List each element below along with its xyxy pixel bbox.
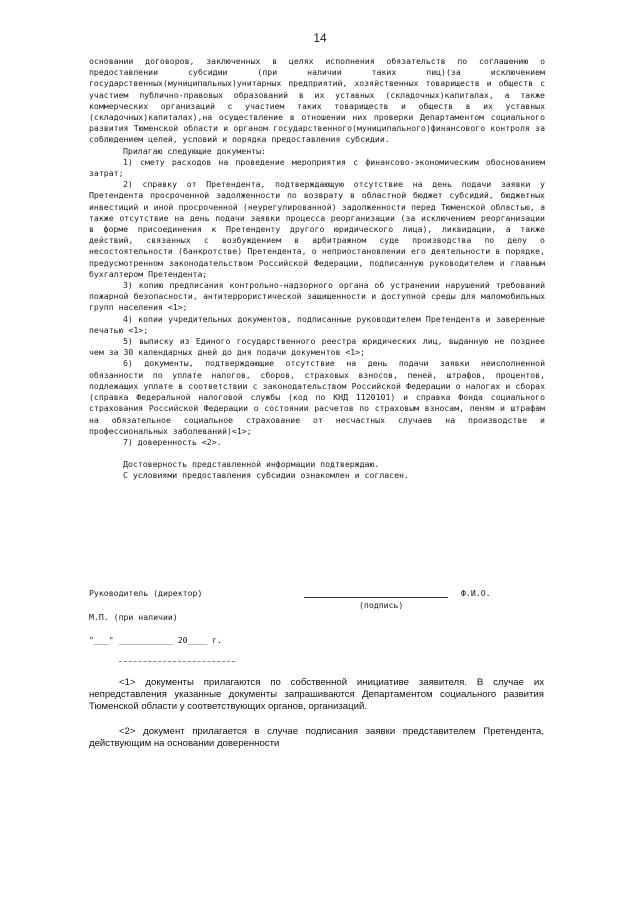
- footnote-2-text: <2> документ прилагается в случае подписания заявки представителем Претендента, действующим на основании доверенности: [89, 726, 544, 749]
- consent-paragraph-continuation: основании договоров, заключенных в целях исполнения обязательств по соглашению о предоставлении субсидии (при наличии таких лиц)(за исключением государственных(муниципальных)унитарных предприятий, хозяйственных товариществ и обществ с участием публично-правовых образований в их уставных (складочных)капиталах, а также коммерческих организаций с участием таких товариществ и обществ в их уставных (складочных)капиталах),на осуществление в отношении них проверки Департаментом социального развития Тюменской области и органом государственного(муниципального)финансового контроля за соблюдением целей, условий и порядка предоставления субсидии.: [89, 56, 545, 145]
- footnote-2: [89, 726, 544, 750]
- fio-label: Ф.И.О.: [461, 588, 491, 598]
- stamp-label: М.П. (при наличии): [89, 612, 178, 622]
- signature-row: [89, 588, 559, 600]
- footnote-1: [89, 677, 544, 713]
- footnote-separator: [119, 661, 235, 662]
- page-number: 14: [313, 31, 327, 45]
- head-label: Руководитель (директор): [89, 588, 203, 598]
- application-body: [89, 56, 545, 482]
- footnote-1-text: <1> документы прилагаются по собственной инициативе заявителя. В случае их непредставления указанные документы запрашиваются Департаментом социального развития Тюменской области у соответствующих органов, организаций.: [89, 677, 544, 712]
- attachment-item-7: 7) доверенность <2>.: [123, 436, 222, 447]
- attachments-heading: Прилагаю следующие документы:: [123, 145, 266, 156]
- signature-line: [304, 597, 448, 598]
- attachment-item-3: 3) копию предписания контрольно-надзорного органа об устранении нарушений требований пожарной безопасности, антитеррористической защищенности и доступной среды для маломобильных групп населения <1>;: [89, 280, 545, 313]
- attachment-item-2: 2) справку от Претендента, подтверждающую отсутствие на день подачи заявки у Претендента просроченной задолженности по возврату в областной бюджет субсидий, бюджетных инвестиций и иной просроченной (неурегулированной) задолженности перед Тюменской областью, а также отсутствие на день подачи заявки процесса реорганизации (за исключением реорганизации в форме присоединения к Претенденту другого юридического лица), ликвидации, а также действий, связанных с возбуждением в арбитражном суде производства по делу о несостоятельности (банкротстве) Претендента, о неприостановлении его деятельности в порядке, предусмотренном законодательством Российской Федерации, подписанную руководителем и главным бухгалтером Претендента;: [89, 179, 545, 279]
- declaration-consent: С условиями предоставления субсидии ознакомлен и согласен.: [123, 470, 409, 481]
- attachment-item-5: 5) выписку из Единого государственного реестра юридических лиц, выданную не позднее чем за 30 календарных дней до дня подачи документов <1>;: [89, 336, 545, 358]
- attachment-item-6: 6) документы, подтверждающие отсутствие на день подачи заявки неисполненной обязанности по уплате налогов, сборов, страховых взносов, пеней, штрафов, процентов, подлежащих уплате в соответствии с законодательством Российской Федерации о налогах и сборах (справка Федеральной налоговой службы (код по КНД 1120101) и справка Фонда социального страхования Российской Федерации о состоянии расчетов по страховым взносам, пеням и штрафам на обязательное социальное страхование от несчастных случаев на производстве и профессиональных заболеваний)<1>;: [89, 358, 545, 436]
- attachment-item-1: 1) смету расходов на проведение мероприятия с финансово-экономическим обоснованием затрат;: [89, 156, 545, 179]
- declaration-accuracy: Достоверность представленной информации подтверждаю.: [123, 459, 380, 470]
- signature-caption: (подпись): [359, 600, 404, 610]
- attachment-item-4: 4) копии учредительных документов, подписанные руководителем Претендента и заверенные печатью <1>;: [89, 313, 545, 335]
- date-field: "___" ___________ 20____ г.: [89, 635, 223, 645]
